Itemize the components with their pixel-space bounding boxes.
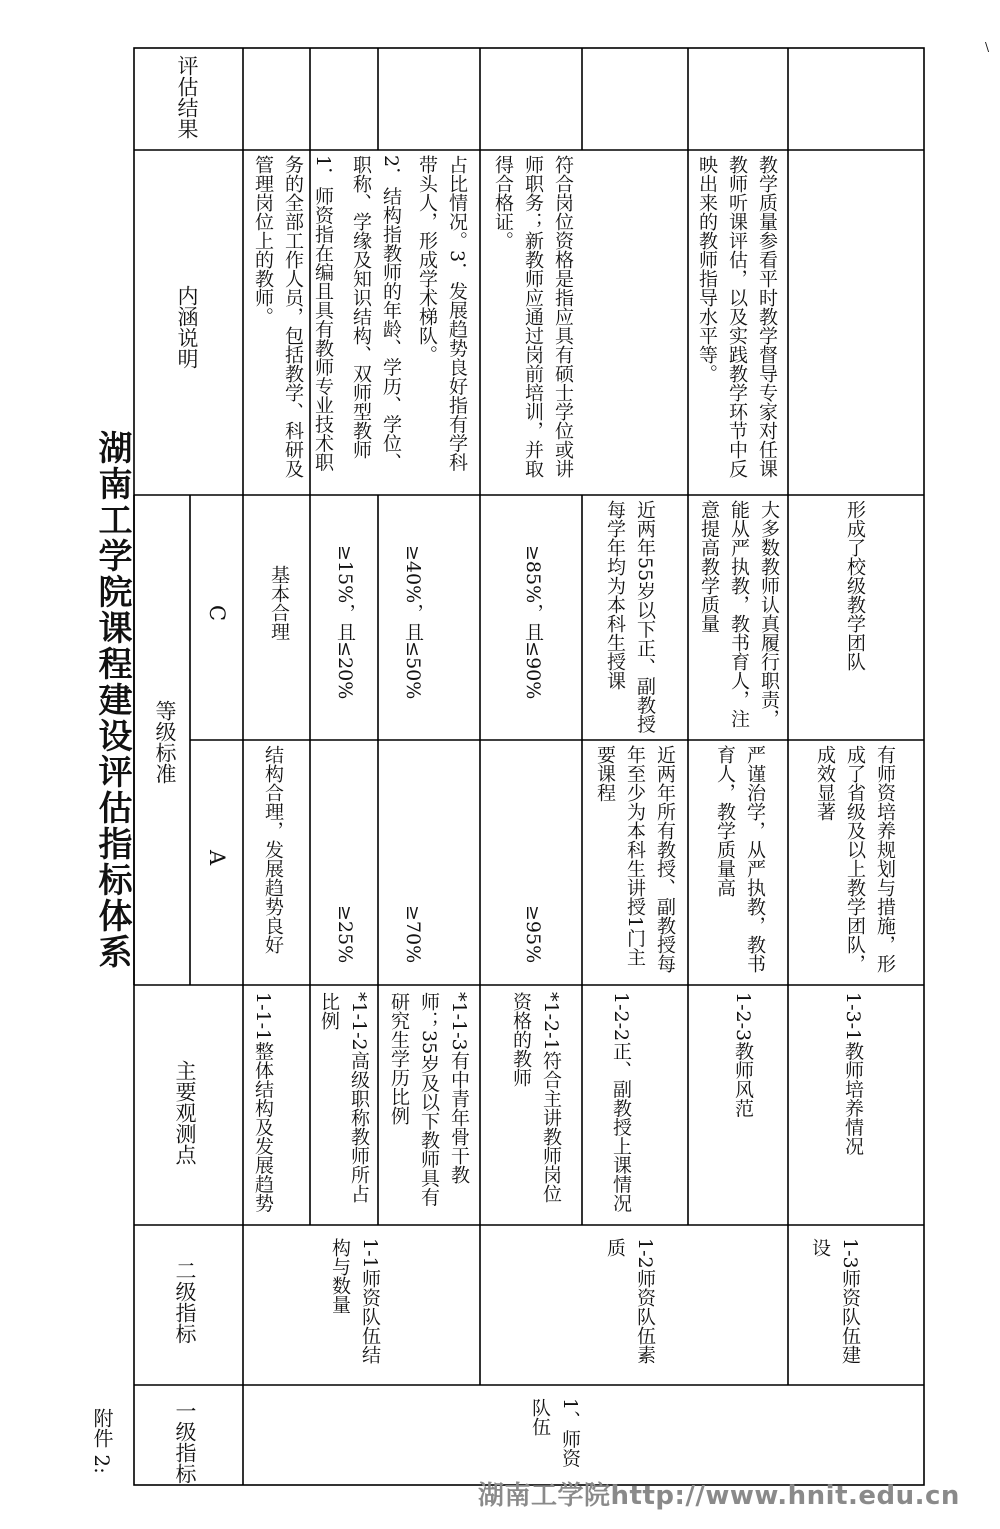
grade-c-cell: 基本合理 xyxy=(268,565,290,641)
grade-c-cell: ≥85%，且≤90% xyxy=(522,545,544,700)
observation-cell: 1-2-2正、副教授上课情况 xyxy=(610,992,632,1213)
connotation-cell: 符合岗位资格是指应具有硕士学位或讲师职务；新教师应通过岗前培训，并取得合格证。 xyxy=(492,155,574,478)
grade-a-cell: ≥70% xyxy=(402,905,424,964)
grade-c-cell: 形成了校级教学团队 xyxy=(844,500,866,671)
header-grade-standard: 等级标准 xyxy=(153,700,177,784)
corner-mark: \ xyxy=(985,40,990,54)
watermark-text: 湖南工学院http://www.hnit.edu.cn xyxy=(478,1481,960,1511)
grade-a-cell: ≥25% xyxy=(334,905,356,964)
observation-cell: *1-1-3有中青年骨干教师；35岁及以下教师具有研究生学历比例 xyxy=(388,992,470,1207)
grade-a-cell: ≥95% xyxy=(522,905,544,964)
document-title: 湖南工学院课程建设评估指标体系 xyxy=(92,430,132,970)
observation-cell: *1-1-2高级职称教师所占比例 xyxy=(318,992,370,1203)
connotation-cell: 1．师资指在编且具有教师专业技术职务的全部工作人员，包括教学、科研及管理岗位上的教师。 xyxy=(252,155,334,478)
level2-label: 1-1师资队伍结构与数量 xyxy=(329,1238,381,1364)
connotation-cell: 教学质量参看平时教学督导专家对任课教师听课评估，以及实践教学环节中反映出来的教师指导水平等。 xyxy=(696,155,778,478)
connotation-cell: 2．结构指教师的年龄、学历、学位、职称、学缘及知识结构、双师型教师 xyxy=(350,155,402,472)
observation-cell: *1-2-1符合主讲教师岗位资格的教师 xyxy=(510,992,562,1203)
grade-a-cell: 严谨治学，从严执教，教书育人，教学质量高 xyxy=(714,745,766,973)
grade-c-cell: 近两年55岁以下正、副教授每学年均为本科生授课 xyxy=(604,500,656,734)
level2-label: 1-2师资队伍素质 xyxy=(604,1238,656,1364)
level1-label: 1、师资队伍 xyxy=(529,1398,581,1468)
header-level1: 一级指标 xyxy=(173,1400,197,1484)
header-observation: 主要观测点 xyxy=(173,1060,197,1165)
header-level2: 二级指标 xyxy=(173,1260,197,1344)
connotation-cell: 占比情况。3．发展趋势良好指有学科带头人，形成学术梯队。 xyxy=(416,155,468,472)
grade-c-cell: ≥15%，且≤20% xyxy=(334,545,356,700)
header-grade-c: C xyxy=(205,605,229,622)
observation-cell: 1-3-1教师培养情况 xyxy=(842,992,864,1156)
header-connotation: 内涵说明 xyxy=(175,285,199,369)
grade-a-cell: 有师资培养规划与措施，形成了省级及以上教学团队，成效显著 xyxy=(814,745,896,973)
grade-a-cell: 结构合理，发展趋势良好 xyxy=(262,745,284,954)
grade-a-cell: 近两年所有教授、副教授每年至少为本科生讲授1门主要课程 xyxy=(594,745,676,973)
observation-cell: 1-1-1整体结构及发展趋势 xyxy=(252,992,274,1213)
header-grade-a: A xyxy=(205,850,229,866)
observation-cell: 1-2-3教师风范 xyxy=(732,992,754,1118)
grade-c-cell: ≥40%，且≤50% xyxy=(402,545,424,700)
grade-c-cell: 大多数教师认真履行职责，能从严执教，教书育人，注意提高教学质量 xyxy=(698,500,780,728)
attachment-label: 附件 2: xyxy=(90,1408,114,1474)
header-result: 评估结果 xyxy=(175,55,199,139)
level2-label: 1-3师资队伍建设 xyxy=(809,1238,861,1364)
